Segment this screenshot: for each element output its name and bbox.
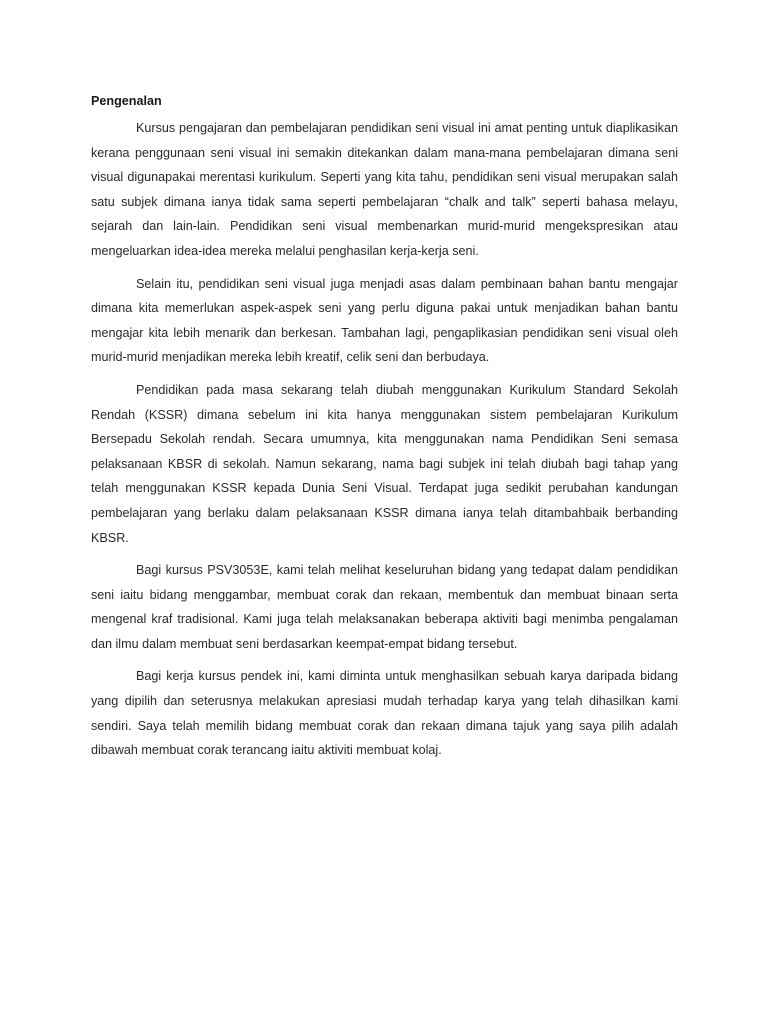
paragraph-kssr: Pendidikan pada masa sekarang telah diubah menggunakan Kurikulum Standard Sekolah Rendah (KSSR) dimana sebelum ini kita hanya menggunakan sistem pembelajaran Kurikulum Bersepadu Sekolah rendah. Secara umumnya, kita menggunakan nama Pendidikan Seni semasa pelaksanaan KBSR di sekolah. Namun sekarang, nama bagi subjek ini telah diubah bagi tahap yang telah menggunakan KSSR kepada Dunia Seni Visual. Terdapat juga sedikit perubahan kandungan pembelajaran yang berlaku dalam pelaksanaan KSSR dimana ianya telah ditambahbaik berbanding KBSR. <box>91 382 678 545</box>
document-body <box>91 92 678 771</box>
paragraph-course-psv3053e: Bagi kursus PSV3053E, kami telah melihat keseluruhan bidang yang tedapat dalam pendidikan seni iaitu bidang menggambar, membuat corak dan rekaan, membentuk dan membuat binaan serta mengenal kraf tradisional. Kami juga telah melaksanakan beberapa aktiviti bagi menimba pengalaman dan ilmu dalam membuat seni berdasarkan keempat-empat bidang tersebut. <box>91 563 678 651</box>
paragraph-coursework: Bagi kerja kursus pendek ini, kami diminta untuk menghasilkan sebuah karya daripada bidang yang dipilih dan seterusnya melakukan apresiasi mudah terhadap karya yang telah dihasilkan kami sendiri. Saya telah memilih bidang membuat corak dan rekaan dimana tajuk yang saya pilih adalah dibawah membuat corak terancang iaitu aktiviti membuat kolaj. <box>91 669 678 758</box>
section-heading: Pengenalan <box>91 94 162 108</box>
paragraph-introduction: Kursus pengajaran dan pembelajaran pendidikan seni visual ini amat penting untuk diaplikasikan kerana penggunaan seni visual ini semakin ditekankan dalam mana-mana pembelajaran dimana seni visual digunapakai merentasi kurikulum. Seperti yang kita tahu, pendidikan seni visual merupakan salah satu subjek dimana ianya tidak sama seperti pembelajaran “chalk and talk” seperti bahasa melayu, sejarah dan lain-lain. Pendidikan seni visual membenarkan murid-murid mengekspresikan atau mengeluarkan idea-idea mereka melalui penghasilan kerja-kerja seni. <box>91 121 678 258</box>
paragraph-teaching-aids: Selain itu, pendidikan seni visual juga menjadi asas dalam pembinaan bahan bantu mengajar dimana kita memerlukan aspek-aspek seni yang perlu diguna pakai untuk menjadikan bahan bantu mengajar kita lebih menarik dan berkesan. Tambahan lagi, pengaplikasian pendidikan seni visual oleh murid-murid menjadikan mereka lebih kreatif, celik seni dan berbudaya. <box>91 276 678 365</box>
